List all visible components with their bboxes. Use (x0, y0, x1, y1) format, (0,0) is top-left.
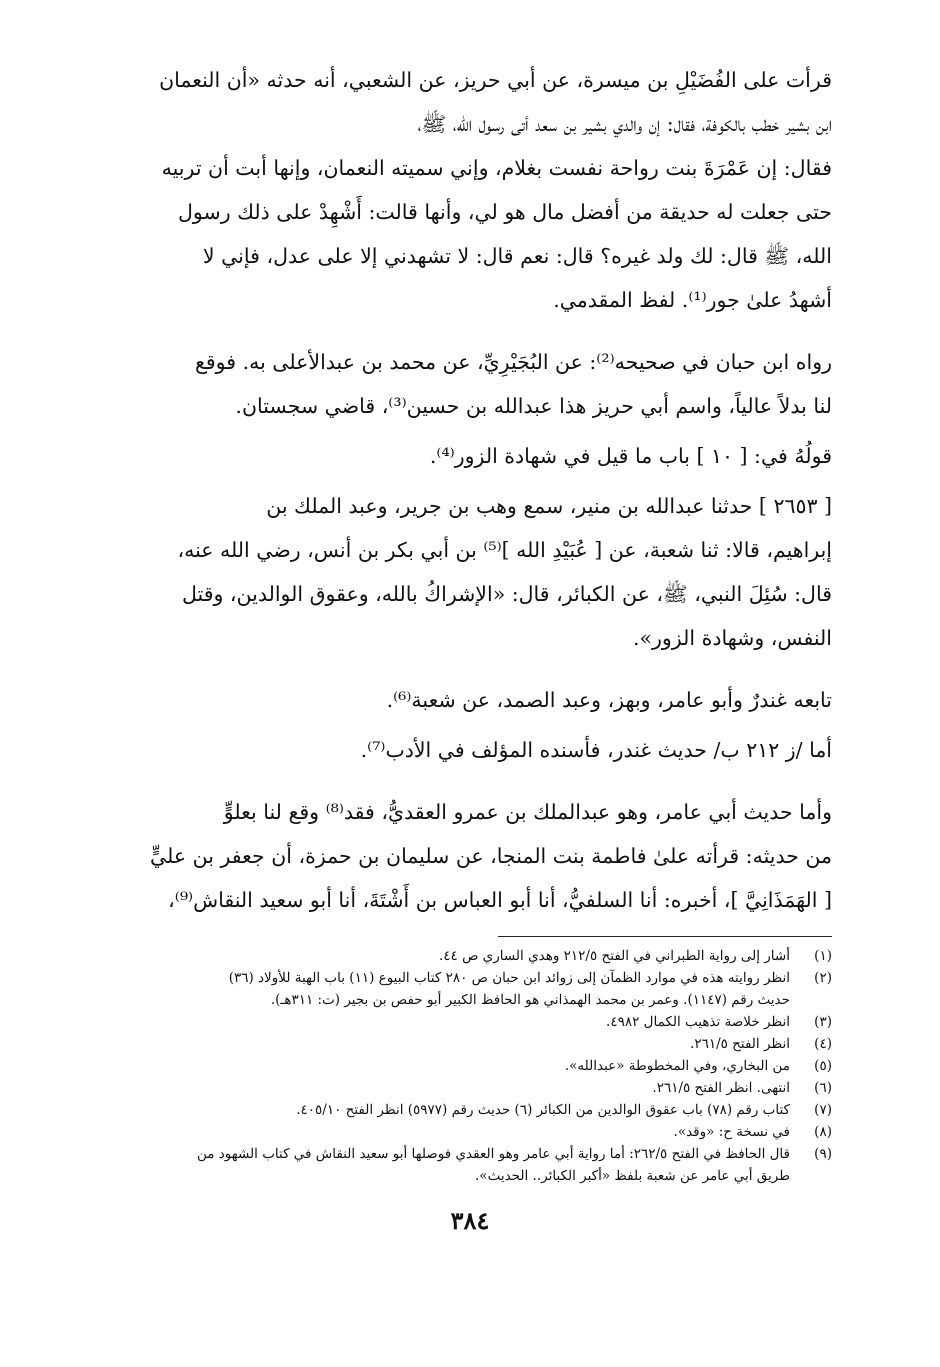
footnote-line: حديث رقم (١١٤٧). وعمر بن محمد الهمذاني هو الحافظ الكبير أبو حفص بن بجير (ت: ٣١١هـ). (270, 992, 790, 1008)
footnote-text (112, 1121, 790, 1143)
text-line: تابعه غندرٌ وأبو عامر، وبهز، وعبد الصمد، عن شعبة⁽⁶⁾. (386, 688, 832, 712)
text-line: أما /ز ٢١٢ ب/ حديث غندر، فأسنده المؤلف في الأدب⁽⁷⁾. (360, 738, 832, 762)
footnote-text (112, 1099, 790, 1121)
text-line: لنا بدلاً عالياً، واسم أبي حريز هذا عبدالله بن حسين⁽³⁾، قاضي سجستان. (235, 394, 832, 418)
footnote-text (112, 967, 790, 1011)
text-line: حتى جعلت له حديقة من أفضل مال هو لي، وأنها قالت: أَشْهِدْ على ذلك رسول (178, 200, 832, 224)
footnote-line: كتاب رقم (٧٨) باب عقوق الوالدين من الكبائر (٦) حديث رقم (٥٩٧٧) انظر الفتح ٤٠٥/١٠. (296, 1102, 790, 1118)
footnote (112, 1121, 832, 1143)
footnote-line: انظر الفتح ٢٦١/٥. (690, 1036, 790, 1052)
footnotes-section (112, 945, 832, 1187)
footnote-text (112, 1011, 790, 1033)
page-number: ٣٨٤ (450, 1206, 490, 1235)
footnote-line: في نسخة ح: «وقد». (673, 1124, 790, 1140)
footnote-line: انظر روايته هذه في موارد الظمآن إلى زوائد ابن حبان ص ٢٨٠ كتاب البيوع (١١) باب الهبة للأولاد (٣٦) (228, 970, 790, 986)
footnote-number: (٧) (814, 1102, 832, 1118)
text-line: ابن بشير خطب بالكوفة، فقال: إن والدي بشير بن سعد أتى رسول الله، ﷺ، (417, 112, 832, 136)
paragraph-p1 (112, 58, 832, 322)
footnote-number: (٥) (814, 1058, 832, 1074)
footnote-number: (٣) (814, 1014, 832, 1030)
text-line: فقال: إن عَمْرَةَ بنت رواحة نفست بغلام، وإني سميته النعمان، وإنها أبت أن تربيه (161, 156, 832, 180)
paragraph-p5 (112, 678, 832, 722)
paragraph-p3 (112, 434, 832, 478)
footnote-number: (٢) (814, 970, 832, 986)
paragraph-p7 (112, 790, 832, 922)
text-line: قال: سُئِلَ النبي، ﷺ، عن الكبائر، قال: «الإشراكُ بالله، وعقوق الوالدين، وقتل (182, 582, 832, 606)
footnote-number: (٩) (814, 1146, 832, 1162)
footnote (112, 967, 832, 1011)
footnote (112, 945, 832, 967)
text-line: أشهدُ علىٰ جور⁽¹⁾. لفظ المقدمي. (553, 288, 832, 312)
text-line: قولُهُ في: [ ١٠ ] باب ما قيل في شهادة الزور⁽⁴⁾. (429, 444, 832, 468)
footnote-text (112, 1143, 790, 1187)
footnote-number: (٤) (814, 1036, 832, 1052)
footnote-text (112, 1033, 790, 1055)
footnote-line: من البخاري، وفي المخطوطة «عبدالله». (564, 1058, 790, 1074)
footnote (112, 1143, 832, 1187)
text-line: [ ٢٦٥٣ ] حدثنا عبدالله بن منير، سمع وهب بن جرير، وعبد الملك بن (266, 494, 832, 518)
text-line: من حديثه: قرأته علىٰ فاطمة بنت المنجا، عن سليمان بن حمزة، أن جعفر بن عليٍّ (150, 844, 832, 868)
footnote-line: قال الحافظ في الفتح ٢٦٢/٥: أما رواية أبي عامر وهو العقدي فوصلها أبو سعيد النقاش في كتاب الشهود من (196, 1146, 790, 1162)
text-line: وأما حديث أبي عامر، وهو عبدالملك بن عمرو العقديُّ، فقد⁽⁸⁾ وقع لنا بعلوٍّ (223, 800, 832, 824)
main-text (112, 58, 832, 922)
footnote (112, 1099, 832, 1121)
footnote-line: انظر خلاصة تذهيب الكمال ٤٩٨٢. (606, 1014, 790, 1030)
footnote-line: طريق أبي عامر عن شعبة بلفظ «أكبر الكبائر.. الحديث». (475, 1168, 790, 1184)
text-line: إبراهيم، قالا: ثنا شعبة، عن [ عُبَيْدِ الله ]⁽⁵⁾ بن أبي بكر بن أنس، رضي الله عنه، (177, 538, 832, 562)
footnote-separator (498, 936, 832, 937)
footnote-text (112, 1055, 790, 1077)
footnote-text (112, 945, 790, 967)
footnote-number: (١) (814, 948, 832, 964)
footnote (112, 1011, 832, 1033)
paragraph-p6 (112, 728, 832, 772)
footnote (112, 1033, 832, 1055)
text-line: النفس، وشهادة الزور». (632, 626, 832, 650)
footnote-line: انتهى. انظر الفتح ٢٦١/٥. (652, 1080, 790, 1096)
footnote-number: (٦) (814, 1080, 832, 1096)
paragraph-p4 (112, 484, 832, 660)
text-line: [ الهَمَذَانِيَّ ]، أخبره: أنا السلفيُّ، أنا أبو العباس بن أَشْتَةَ، أنا أبو سعيد النقاش⁽⁹⁾، (168, 888, 832, 912)
text-line: الله، ﷺ قال: لك ولد غيره؟ قال: نعم قال: لا تشهدني إلا على عدل، فإني لا (202, 244, 832, 268)
footnote (112, 1055, 832, 1077)
text-line: رواه ابن حبان في صحيحه⁽²⁾: عن البُجَيْرِيِّ، عن محمد بن عبدالأعلى به. فوقع (194, 350, 832, 374)
paragraph-p2 (112, 340, 832, 428)
footnote-number: (٨) (814, 1124, 832, 1140)
footnote-line: أشار إلى رواية الطبراني في الفتح ٢١٢/٥ وهدي الساري ص ٤٤. (438, 948, 790, 964)
text-line: قرأت على الفُضَيْلِ بن ميسرة، عن أبي حريز، عن الشعبي، أنه حدثه «أن النعمان (159, 68, 832, 92)
footnote (112, 1077, 832, 1099)
footnote-text (112, 1077, 790, 1099)
